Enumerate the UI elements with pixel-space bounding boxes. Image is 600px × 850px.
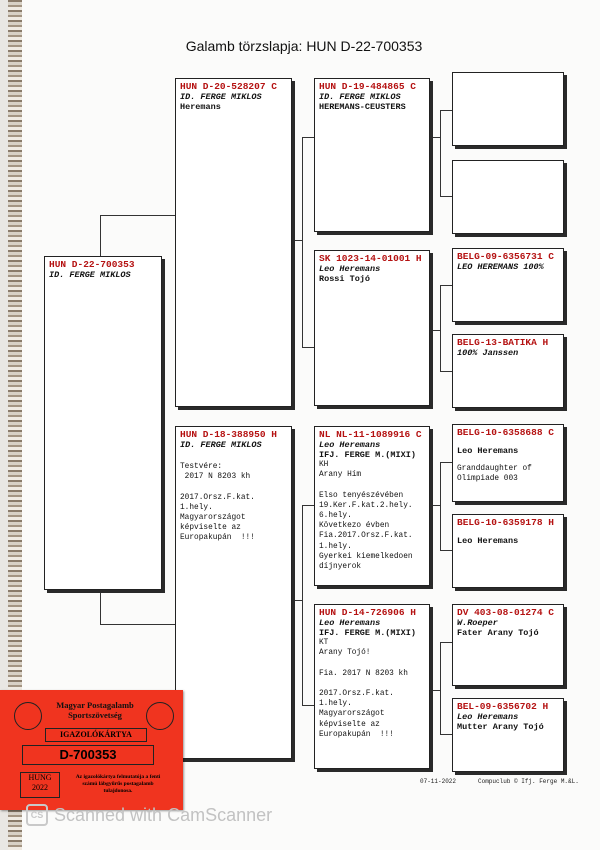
owner-name: W.Roeper xyxy=(457,618,498,628)
identification-card xyxy=(0,690,183,810)
federation-seal-icon xyxy=(14,702,42,730)
connector xyxy=(432,505,440,506)
performance-notes: KH Arany Hím Elso tenyészévében 19.Ker.F.kat.2.hely. 6.hely. Következo évben Fia.2017.Orsz.F.kat. 1.hely. Gyerkei kiemelkedoen díjnyerok xyxy=(319,461,413,572)
strain-name: HEREMANS-CEUSTERS xyxy=(319,102,406,112)
pedigree-box-dsd xyxy=(452,514,564,588)
owner-name: Leo Heremans xyxy=(319,618,381,628)
pedigree-box-dss xyxy=(452,424,564,502)
card-country: HUNG xyxy=(28,773,52,782)
footer-date: 07-11-2022 xyxy=(420,778,457,785)
pedigree-box-sire xyxy=(175,78,292,407)
connector xyxy=(302,505,314,506)
watermark-text: Scanned with CamScanner xyxy=(54,804,273,825)
connector xyxy=(100,624,180,625)
ring-number: BELG-10-6358688 C xyxy=(457,427,554,438)
pedigree-box-subject xyxy=(44,256,162,590)
owner-name: LEO HEREMANS 100% xyxy=(457,262,544,272)
card-year: 2022 xyxy=(32,783,48,792)
pedigree-box-dam xyxy=(175,426,292,759)
ring-number: HUN D-18-388950 H xyxy=(180,429,277,440)
strain-name: Fater Arany Tojó xyxy=(457,628,539,638)
connector xyxy=(440,642,441,734)
pedigree-box-dam-dam xyxy=(314,604,430,769)
strain-name: Rossi Tojó xyxy=(319,274,371,284)
pedigree-box-ssd xyxy=(452,160,564,234)
connector xyxy=(440,734,452,735)
strain-name: Leo Heremans xyxy=(457,536,519,546)
strain-name: Heremans xyxy=(180,102,221,112)
connector xyxy=(440,285,441,371)
connector xyxy=(302,137,303,347)
owner-name: Leo Heremans xyxy=(319,264,381,274)
connector xyxy=(440,371,452,372)
ring-number: BELG-10-6359178 H xyxy=(457,517,554,528)
performance-notes: KT Arany Tojó! Fia. 2017 N 8203 kh 2017.Orsz.F.kat. 1.hely. Magyarországot képviselte az Europakupán !!! xyxy=(319,639,408,739)
pedigree-box-sss xyxy=(452,72,564,146)
performance-notes: Granddaughter of Olimpiade 003 xyxy=(457,465,532,484)
ring-number: HUN D-19-484865 C xyxy=(319,81,416,92)
ring-number: BELG-09-6356731 C xyxy=(457,251,554,262)
strain-name: IFJ. FERGE M.(MIXI) xyxy=(319,450,416,460)
ring-number: DV 403-08-01274 C xyxy=(457,607,554,618)
connector xyxy=(440,196,452,197)
ring-number: SK 1023-14-01001 H xyxy=(319,253,422,264)
camscanner-logo-icon: CS xyxy=(26,804,48,826)
owner-name: ID. FERGE MIKLOS xyxy=(319,92,401,102)
ring-number: BELG-13-BATIKA H xyxy=(457,337,549,348)
owner-name: ID. FERGE MIKLOS xyxy=(180,440,262,450)
connector xyxy=(100,590,101,624)
performance-notes: Testvére: 2017 N 8203 kh 2017.Orsz.F.kat. 1.hely. Magyarországot képviselte az Europakupán !!! xyxy=(180,463,255,543)
connector xyxy=(432,137,440,138)
card-country-box xyxy=(20,772,60,798)
pedigree-box-sdd xyxy=(452,334,564,408)
footer-credit: Compuclub © Ifj. Ferge M.&L. xyxy=(478,778,579,785)
card-label: IGAZOLÓKÁRTYA xyxy=(45,728,147,742)
page-title: Galamb törzslapja: HUN D-22-700353 xyxy=(185,38,423,54)
owner-name: Leo Heremans xyxy=(319,440,381,450)
pedigree-box-ddd xyxy=(452,698,564,772)
card-org xyxy=(50,700,140,720)
connector xyxy=(292,240,302,241)
connector xyxy=(440,462,441,550)
owner-name: 100% Janssen xyxy=(457,348,519,358)
card-small-text: Az igazolókártya felmutatója a fenti számú lábgyűrűs postagalamb tulajdonosa. xyxy=(75,774,161,794)
ring-number: NL NL-11-1089916 C xyxy=(319,429,422,440)
owner-name: Leo Heremans xyxy=(457,712,519,722)
connector xyxy=(292,600,302,601)
card-org-line2: Sportszövetség xyxy=(68,710,122,720)
connector xyxy=(440,110,441,196)
pedigree-box-sire-dam xyxy=(314,250,430,406)
ring-number: HUN D-14-726906 H xyxy=(319,607,416,618)
pedigree-box-sire-sire xyxy=(314,78,430,232)
connector xyxy=(440,285,452,286)
camscanner-watermark xyxy=(0,800,330,830)
connector xyxy=(440,462,452,463)
connector xyxy=(440,642,452,643)
connector xyxy=(440,110,452,111)
pedigree-box-dam-sire xyxy=(314,426,430,586)
ring-number: BEL-09-6356702 H xyxy=(457,701,549,712)
connector xyxy=(302,705,314,706)
strain-name: IFJ. FERGE M.(MIXI) xyxy=(319,628,416,638)
connector xyxy=(432,690,440,691)
connector xyxy=(302,505,303,705)
connector xyxy=(100,215,180,216)
pedigree-box-dds xyxy=(452,604,564,686)
pigeon-emblem-icon xyxy=(146,702,174,730)
owner-name: ID. FERGE MIKLOS xyxy=(180,92,262,102)
connector xyxy=(302,347,314,348)
card-org-line1: Magyar Postagalamb xyxy=(56,700,134,710)
pedigree-box-sds xyxy=(452,248,564,322)
connector xyxy=(302,137,314,138)
ring-number: HUN D-22-700353 xyxy=(49,259,135,270)
strain-name: Mutter Arany Tojó xyxy=(457,722,544,732)
strain-name: Leo Heremans xyxy=(457,446,519,456)
card-number: D-700353 xyxy=(22,745,154,765)
ring-number: HUN D-20-528207 C xyxy=(180,81,277,92)
connector xyxy=(100,215,101,256)
connector xyxy=(440,550,452,551)
connector xyxy=(432,330,440,331)
owner-name: ID. FERGE MIKLOS xyxy=(49,270,131,280)
